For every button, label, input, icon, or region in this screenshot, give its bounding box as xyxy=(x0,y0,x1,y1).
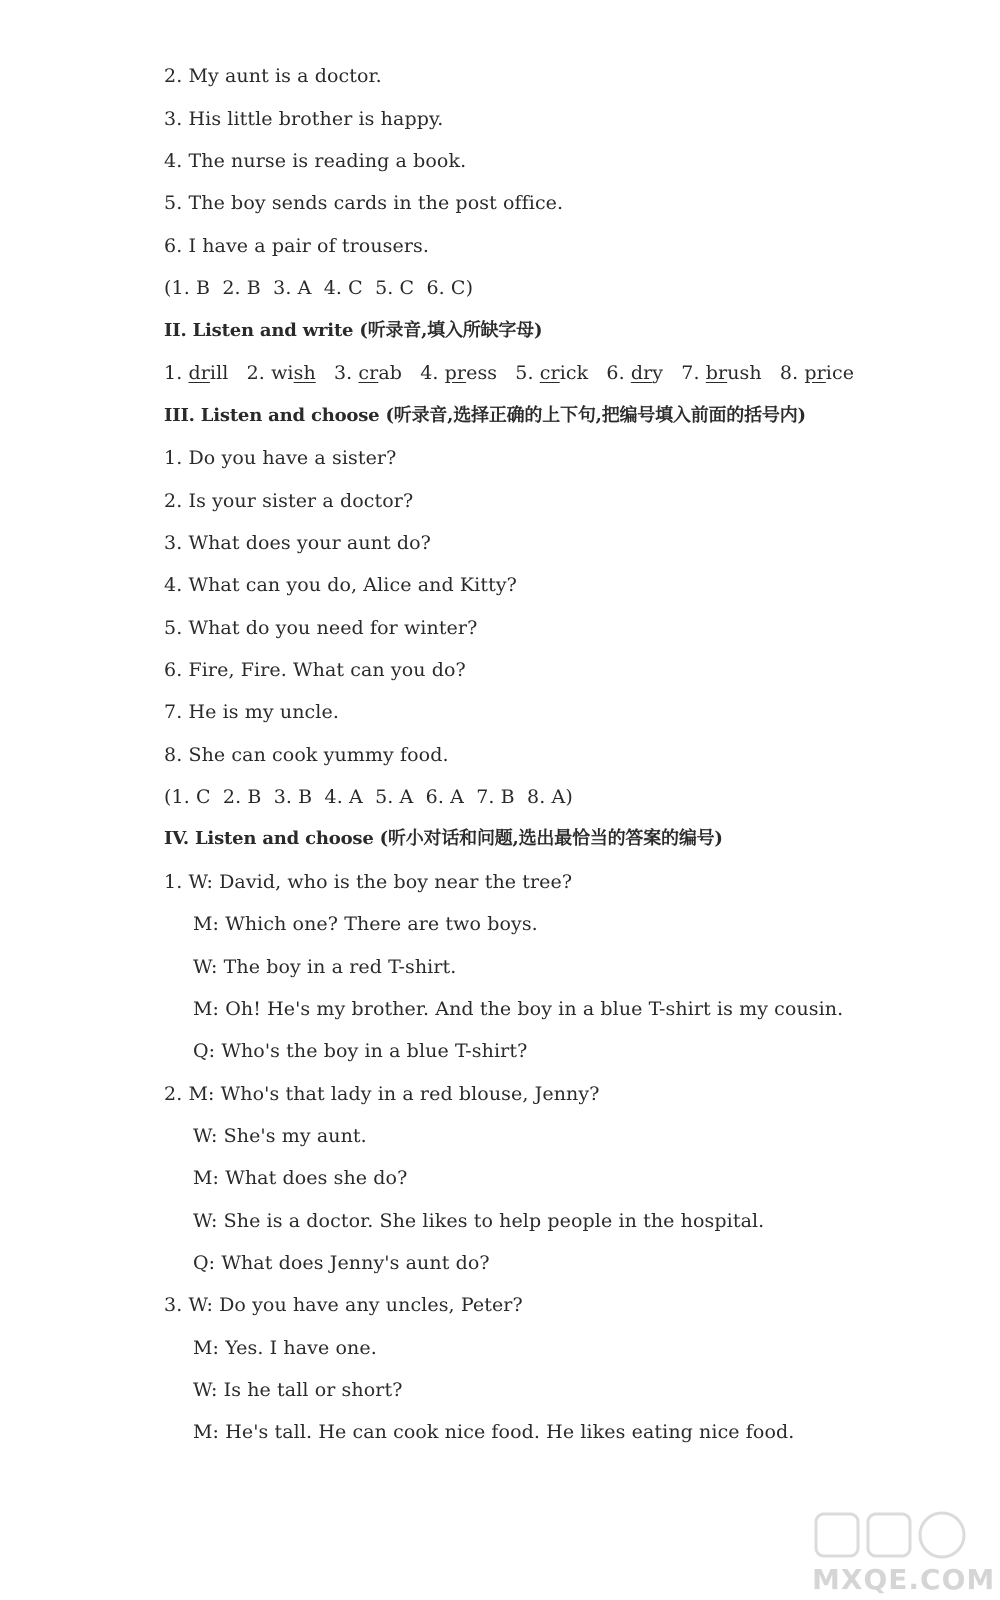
s3-item-6: 6. Fire, Fire. What can you do? xyxy=(164,659,466,681)
s1-item-5: 5. The boy sends cards in the post office. xyxy=(164,192,564,214)
s4-line-8: M: What does she do? xyxy=(193,1167,408,1189)
s3-item-5: 5. What do you need for winter? xyxy=(164,617,478,639)
s2-word-7: 7. brush xyxy=(681,362,762,384)
s4-line-12: M: Yes. I have one. xyxy=(193,1337,377,1359)
s2-heading: II. Listen and write (听录音,填入所缺字母) xyxy=(164,320,543,341)
s4-line-11: 3. W: Do you have any uncles, Peter? xyxy=(164,1294,523,1316)
s4-line-3: W: The boy in a red T-shirt. xyxy=(193,956,457,978)
s2-word-4: 4. press xyxy=(420,362,498,384)
s4-line-10: Q: What does Jenny's aunt do? xyxy=(193,1252,490,1274)
s3-item-7: 7. He is my uncle. xyxy=(164,701,339,723)
s4-line-2: M: Which one? There are two boys. xyxy=(193,913,538,935)
s4-line-13: W: Is he tall or short? xyxy=(193,1379,403,1401)
s2-word-8: 8. price xyxy=(779,362,855,384)
s3-item-8: 8. She can cook yummy food. xyxy=(164,744,449,766)
s2-word-6: 6. dry xyxy=(606,362,664,384)
s1-item-6: 6. I have a pair of trousers. xyxy=(164,235,430,257)
s4-heading: IV. Listen and choose (听小对话和问题,选出最恰当的答案的编号) xyxy=(164,828,723,849)
s3-item-4: 4. What can you do, Alice and Kitty? xyxy=(164,574,517,596)
s4-line-1: 1. W: David, who is the boy near the tree? xyxy=(164,871,573,893)
watermark-emblem-icon xyxy=(806,1506,976,1566)
s4-line-14: M: He's tall. He can cook nice food. He likes eating nice food. xyxy=(193,1421,795,1443)
s4-line-7: W: She's my aunt. xyxy=(193,1125,367,1147)
watermark-logo xyxy=(806,1506,996,1596)
s1-item-2: 2. My aunt is a doctor. xyxy=(164,65,382,87)
s2-word-3: 3. crab xyxy=(333,362,403,384)
s1-item-3: 3. His little brother is happy. xyxy=(164,108,444,130)
s3-answers: (1. C 2. B 3. B 4. A 5. A 6. A 7. B 8. A) xyxy=(164,786,573,808)
watermark-text: MXQE.COM xyxy=(812,1563,996,1596)
s2-word-1: 1. drill xyxy=(164,362,229,384)
s2-word-list xyxy=(164,361,854,385)
s4-line-9: W: She is a doctor. She likes to help people in the hospital. xyxy=(193,1210,765,1232)
s2-word-5: 5. crick xyxy=(515,362,589,384)
s3-item-1: 1. Do you have a sister? xyxy=(164,447,397,469)
s3-item-2: 2. Is your sister a doctor? xyxy=(164,490,414,512)
s1-item-4: 4. The nurse is reading a book. xyxy=(164,150,467,172)
s4-line-4: M: Oh! He's my brother. And the boy in a blue T-shirt is my cousin. xyxy=(193,998,844,1020)
s4-line-5: Q: Who's the boy in a blue T-shirt? xyxy=(193,1040,528,1062)
s3-heading: III. Listen and choose (听录音,选择正确的上下句,把编号填入前面的括号内) xyxy=(164,405,806,426)
s2-word-2: 2. wish xyxy=(246,362,316,384)
s1-answers: (1. B 2. B 3. A 4. C 5. C 6. C) xyxy=(164,277,474,299)
s4-line-6: 2. M: Who's that lady in a red blouse, Jenny? xyxy=(164,1083,600,1105)
s3-item-3: 3. What does your aunt do? xyxy=(164,532,431,554)
